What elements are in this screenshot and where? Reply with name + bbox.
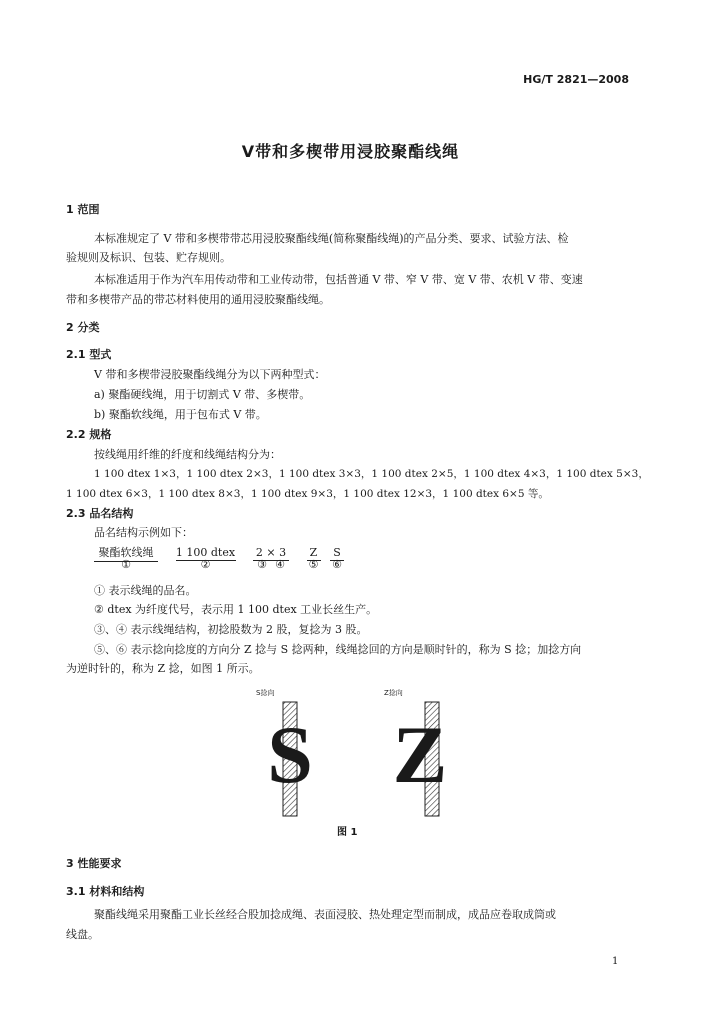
- note-4-line1: ⑤、⑥ 表示捻向捻度的方向分 Z 捻与 S 捻两种，线绳捻回的方向是顺时针的，称为 S 捻；加捻方向: [94, 643, 582, 656]
- section-2-2-intro: 按线绳用纤维的纤度和线绳结构分为：: [94, 448, 281, 461]
- note-2: ② dtex 为纤度代号，表示用 1 100 dtex 工业长丝生产。: [94, 603, 378, 616]
- section-3-1-line1: 聚酯线绳采用聚酯工业长丝经合股加捻成绳、表面浸胶、热处理定型而制成，成品应卷取成筒或: [94, 908, 556, 921]
- example-num-5: ⑤: [308, 558, 319, 571]
- section-2-2-spec-line1: 1 100 dtex 1×3，1 100 dtex 2×3，1 100 dtex 3×3，1 100 dtex 2×5，1 100 dtex 4×3，1 100 dtex 5×3，: [94, 468, 649, 480]
- note-1: ① 表示线绳的品名。: [94, 584, 197, 597]
- example-num-6: ⑥: [332, 558, 342, 571]
- example-name: 聚酯软线绳: [94, 544, 158, 562]
- figure-caption: 图 1: [337, 827, 358, 838]
- example-num-2: ②: [200, 558, 211, 571]
- section-3-1-line2: 线盘。: [66, 928, 99, 941]
- section-1-para1-line2: 验规则及标识、包装、贮存规则。: [66, 251, 231, 264]
- z-twist-label: Z捻向: [384, 689, 403, 697]
- section-2-1-intro: V 带和多楔带浸胶聚酯线绳分为以下两种型式：: [94, 368, 326, 381]
- z-twist-letter: Z: [392, 709, 448, 800]
- section-2-1-item-a: a) 聚酯硬线绳，用于切割式 V 带、多楔带。: [94, 388, 311, 401]
- s-twist-letter: S: [267, 709, 313, 800]
- example-structure: 2 × 3: [253, 546, 289, 561]
- section-2-2-heading: 2.2 规格: [66, 428, 112, 441]
- s-twist-label: S捻向: [256, 689, 275, 697]
- section-2-2-spec-line2: 1 100 dtex 6×3，1 100 dtex 8×3，1 100 dtex 9×3，1 100 dtex 12×3，1 100 dtex 6×5 等。: [66, 488, 549, 500]
- section-2-heading: 2 分类: [66, 321, 100, 334]
- note-3: ③、④ 表示线绳结构，初捻股数为 2 股，复捻为 3 股。: [94, 623, 368, 636]
- page-number: 1: [612, 956, 619, 967]
- example-num-4: ④: [275, 558, 285, 571]
- section-1-heading: 1 范围: [66, 203, 100, 216]
- section-2-1-heading: 2.1 型式: [66, 348, 112, 361]
- section-2-3-heading: 2.3 品名结构: [66, 507, 134, 520]
- note-4-line2: 为逆时针的，称为 Z 捻，如图 1 所示。: [66, 662, 260, 675]
- section-1-para2-line2: 带和多楔带产品的带芯材料使用的通用浸胶聚酯线绳。: [66, 293, 330, 306]
- section-1-para1-line1: 本标准规定了 V 带和多楔带带芯用浸胶聚酯线绳(简称聚酯线绳)的产品分类、要求、试验方法、检: [94, 232, 569, 245]
- section-3-heading: 3 性能要求: [66, 857, 122, 870]
- section-2-3-intro: 品名结构示例如下：: [94, 526, 193, 539]
- section-1-para2-line1: 本标准适用于作为汽车用传动带和工业传动带，包括普通 V 带、窄 V 带、宽 V 带、农机 V 带、变速: [94, 273, 583, 286]
- example-s: S: [330, 546, 344, 561]
- example-num-3: ③: [257, 558, 267, 571]
- example-dtex: 1 100 dtex: [175, 546, 236, 559]
- section-3-1-heading: 3.1 材料和结构: [66, 885, 145, 898]
- document-title: V带和多楔带用浸胶聚酯线绳: [241, 142, 460, 161]
- section-2-1-item-b: b) 聚酯软线绳，用于包布式 V 带。: [94, 408, 267, 421]
- standard-number: HG/T 2821—2008: [523, 73, 629, 86]
- example-z: Z: [307, 546, 321, 561]
- twist-direction-figure: [255, 698, 455, 818]
- name-example-numbers: [94, 558, 344, 571]
- example-num-1: ①: [121, 558, 131, 571]
